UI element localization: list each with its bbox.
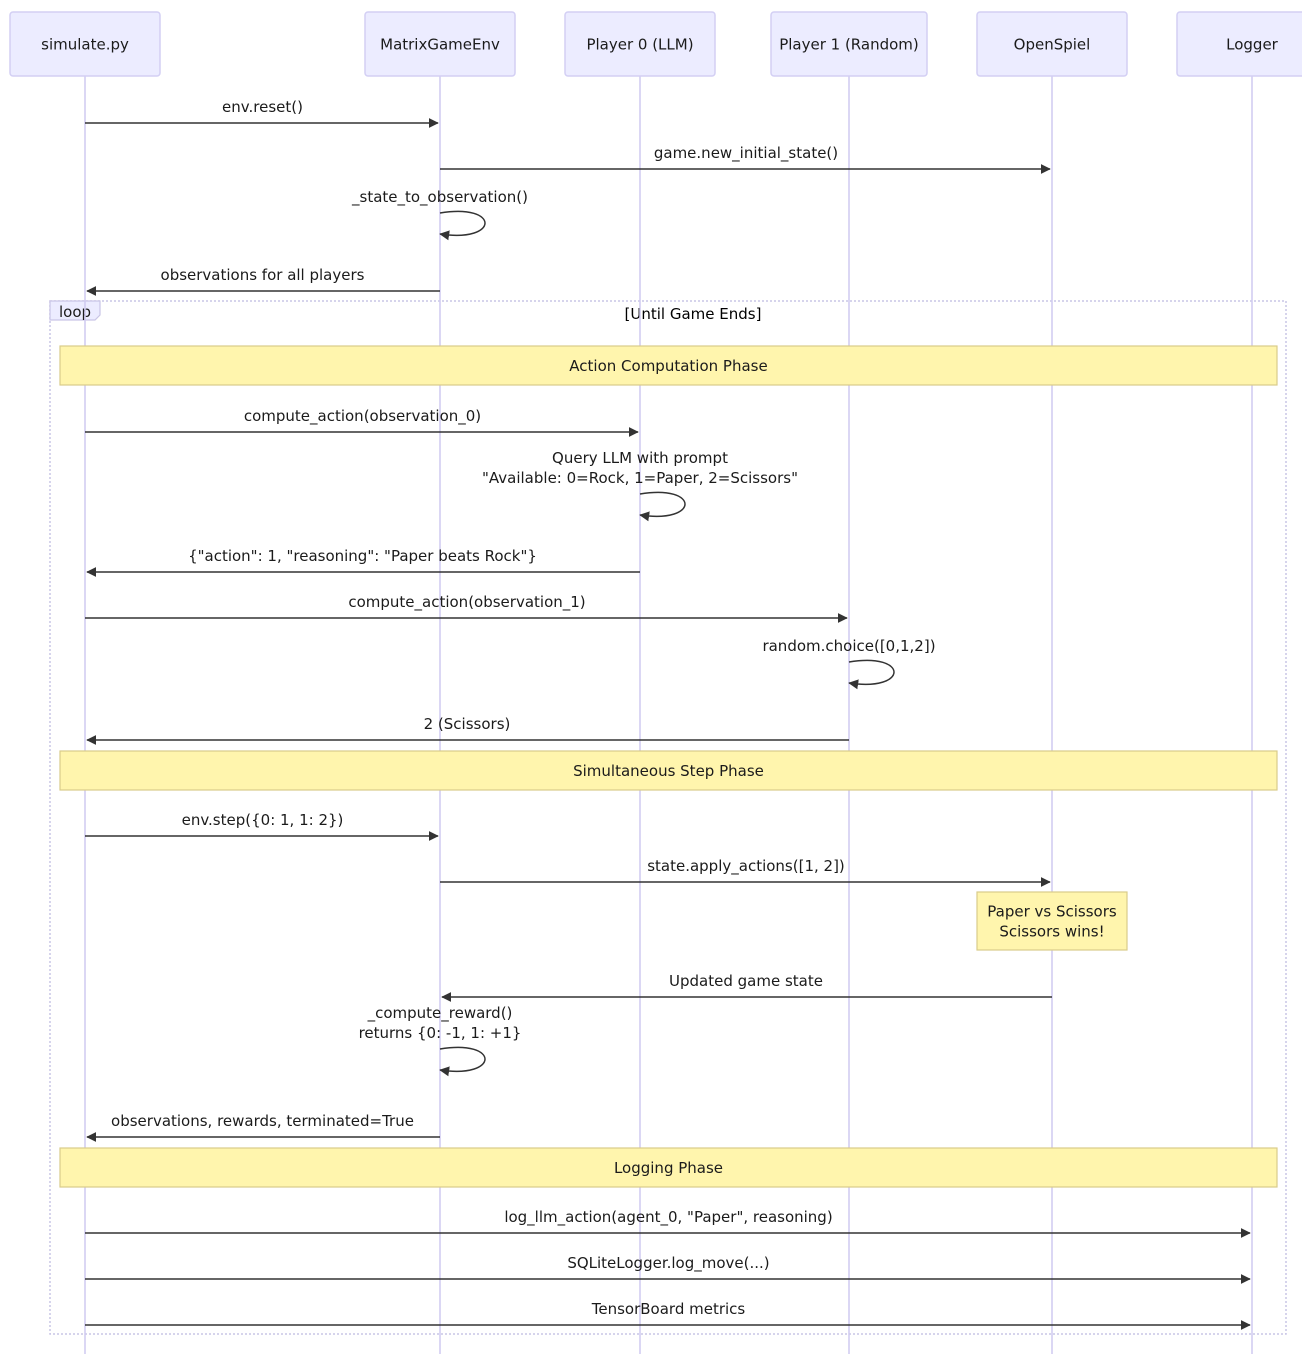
message <box>85 98 438 123</box>
message-label: log_llm_action(agent_0, "Paper", reasoning) <box>504 1208 833 1226</box>
loop-condition: [Until Game Ends] <box>624 305 762 323</box>
message-label: observations for all players <box>160 266 365 284</box>
message <box>87 1112 440 1137</box>
phase-band <box>60 346 1277 385</box>
message-label: Updated game state <box>669 972 823 990</box>
message-label: Query LLM with prompt <box>552 449 728 467</box>
note <box>977 892 1127 950</box>
participant-os <box>977 12 1127 76</box>
participant-log <box>1177 12 1302 76</box>
participant-label: Logger <box>1226 35 1278 54</box>
message <box>440 857 1050 882</box>
self-arrow <box>440 1047 485 1071</box>
phase-band <box>60 751 1277 790</box>
note-text: Paper vs Scissors <box>987 902 1117 921</box>
message <box>87 266 440 291</box>
message-label: TensorBoard metrics <box>591 1300 746 1318</box>
loop-keyword: loop <box>59 303 92 321</box>
message-label: {"action": 1, "reasoning": "Paper beats Rock"} <box>188 547 537 565</box>
participant-label: Player 1 (Random) <box>779 35 919 54</box>
participant-label: Player 0 (LLM) <box>586 35 694 54</box>
message-label: _compute_reward() <box>367 1004 513 1022</box>
note-text: Scissors wins! <box>999 922 1105 941</box>
message-label: compute_action(observation_0) <box>243 407 482 425</box>
participant-label: OpenSpiel <box>1013 35 1091 54</box>
message <box>87 715 849 740</box>
phase-label: Logging Phase <box>613 1159 724 1177</box>
message <box>85 1254 1250 1279</box>
message <box>85 593 847 618</box>
phase-label: Simultaneous Step Phase <box>573 762 764 780</box>
phase-label: Action Computation Phase <box>569 357 768 375</box>
participant-sim <box>10 12 160 76</box>
participant-label: MatrixGameEnv <box>380 35 500 54</box>
message-label: env.reset() <box>222 98 303 116</box>
message <box>442 972 1052 997</box>
message-label: 2 (Scissors) <box>423 715 511 733</box>
message-label: "Available: 0=Rock, 1=Paper, 2=Scissors" <box>482 469 798 487</box>
message <box>440 144 1050 169</box>
phase-band <box>60 1148 1277 1187</box>
note-box <box>977 892 1127 950</box>
participant-p0 <box>565 12 715 76</box>
participant-label: simulate.py <box>41 35 129 54</box>
participant-env <box>365 12 515 76</box>
message <box>85 811 438 836</box>
message-label: returns {0: -1, 1: +1} <box>358 1024 522 1042</box>
message-label: random.choice([0,1,2]) <box>762 637 936 655</box>
message-label: _state_to_observation() <box>352 188 528 206</box>
message-label: SQLiteLogger.log_move(...) <box>567 1254 770 1272</box>
self-arrow <box>440 211 485 235</box>
message <box>85 1208 1250 1233</box>
message-label: game.new_initial_state() <box>653 144 839 162</box>
message <box>87 547 640 572</box>
message-label: compute_action(observation_1) <box>348 593 586 611</box>
message-label: state.apply_actions([1, 2]) <box>647 857 845 875</box>
message <box>85 1300 1250 1325</box>
message-label: observations, rewards, terminated=True <box>111 1112 414 1130</box>
message-label: env.step({0: 1, 1: 2}) <box>181 811 344 829</box>
self-arrow <box>640 492 685 516</box>
participant-p1 <box>771 12 927 76</box>
self-arrow <box>849 660 894 684</box>
message <box>85 407 638 432</box>
